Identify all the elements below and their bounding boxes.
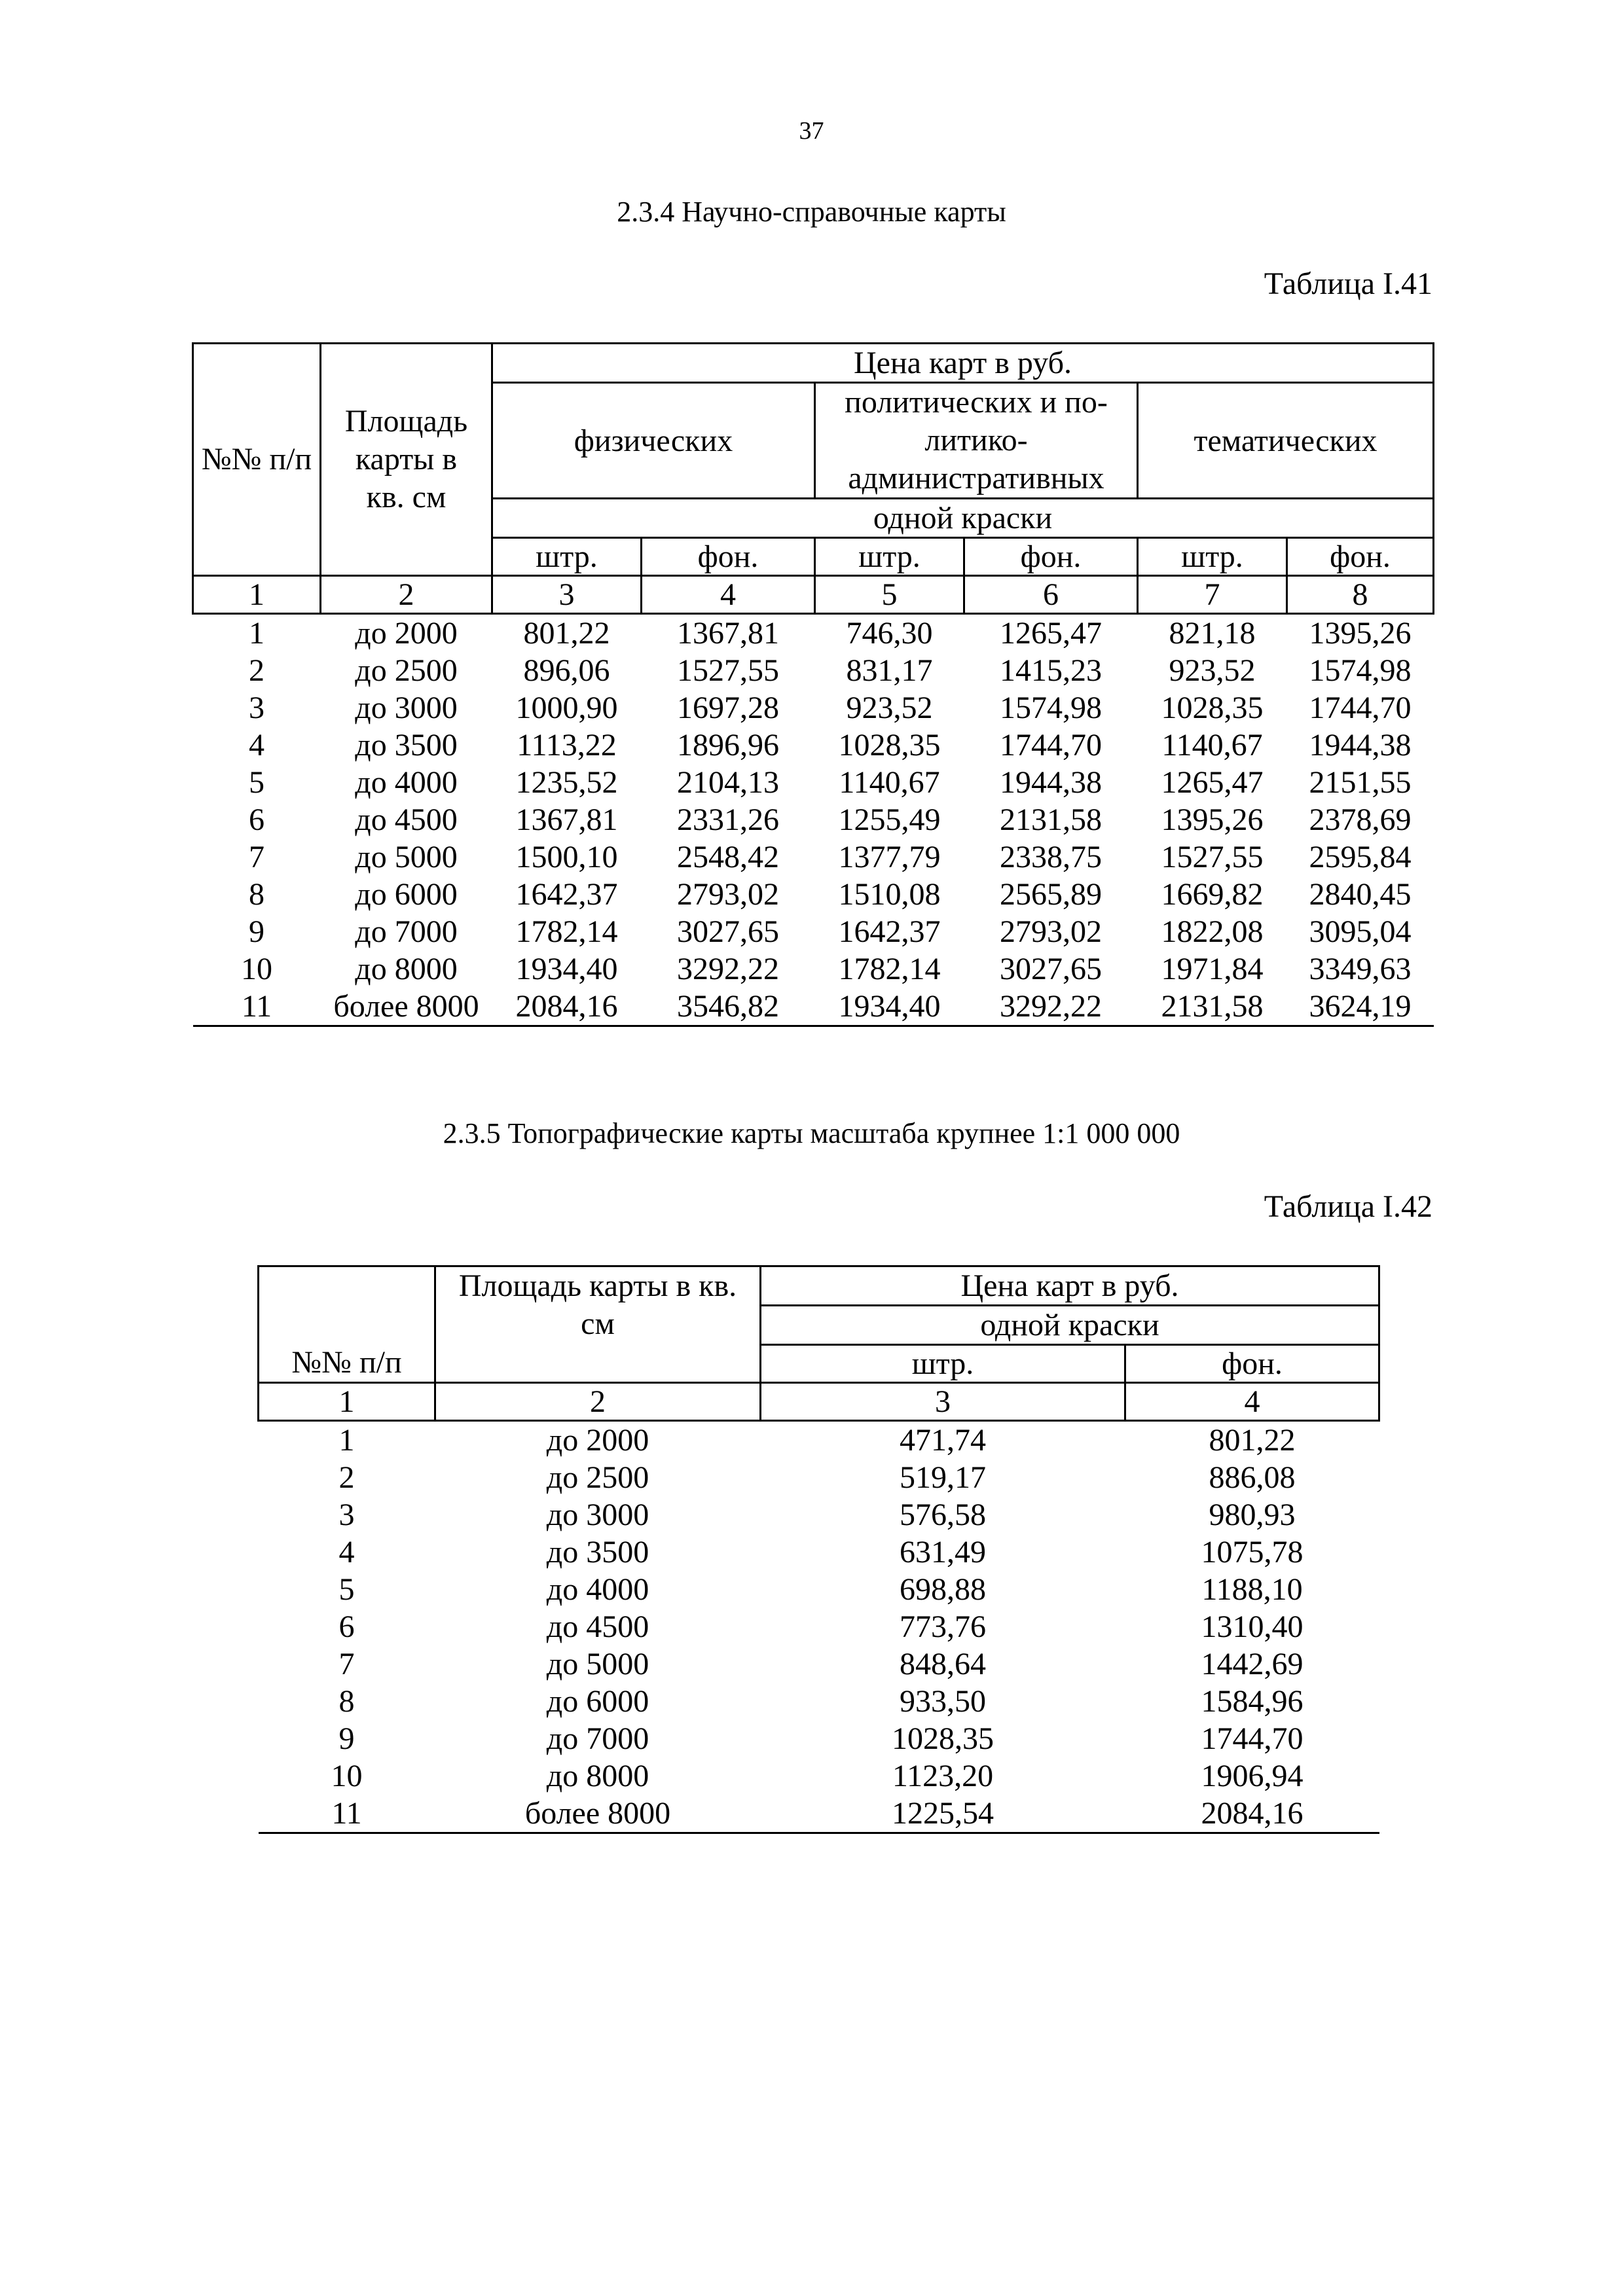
table-cell: 1028,35 (838, 728, 941, 762)
table-cell: до 6000 (355, 877, 458, 912)
table-cell: 1415,23 (1000, 653, 1102, 688)
table-cell: 1510,08 (838, 877, 941, 912)
table-row (193, 838, 1434, 876)
table-cell: 773,76 (900, 1609, 986, 1644)
table-cell: 801,22 (523, 616, 610, 651)
table-cell: более 8000 (321, 988, 492, 1026)
table-row (259, 1720, 1379, 1757)
table-cell: 1944,38 (1000, 765, 1102, 800)
table-cell: до 8000 (546, 1759, 649, 1793)
table-cell: 1123,20 (892, 1759, 994, 1793)
table-row (259, 1459, 1379, 1496)
header-shtr: штр. (1138, 538, 1287, 576)
table-row (193, 988, 1434, 1026)
table-cell: 2793,02 (677, 877, 779, 912)
table-row (259, 1571, 1379, 1608)
table-row (259, 1683, 1379, 1720)
table-cell: 5 (249, 765, 264, 800)
table-cell: 2131,58 (1000, 802, 1102, 837)
column-number: 5 (815, 576, 964, 614)
table-cell: до 4500 (546, 1609, 649, 1644)
section-heading-2-3-5: 2.3.5 Топографические карты масштаба крупнее 1:1 000 000 (443, 1117, 1180, 1149)
table-cell: 1225,54 (761, 1795, 1125, 1833)
table-cell: 631,49 (900, 1535, 986, 1570)
table-cell: 1744,70 (1000, 728, 1102, 762)
header-shtr: штр. (492, 538, 642, 576)
table-cell: 1574,98 (1000, 691, 1102, 725)
table-row (193, 876, 1434, 913)
table-cell: до 3500 (355, 728, 458, 762)
table-cell: 801,22 (1209, 1423, 1296, 1458)
table-cell: 1697,28 (677, 691, 779, 725)
header-thematic: тематических (1138, 383, 1434, 499)
table-cell: 7 (338, 1647, 355, 1681)
table-cell: 1574,98 (1309, 653, 1412, 688)
column-number: 4 (642, 576, 815, 614)
table-row (259, 1496, 1379, 1534)
table-cell: до 6000 (546, 1684, 649, 1719)
column-number: 1 (259, 1383, 435, 1421)
table-cell: 1367,81 (515, 802, 618, 837)
table-cell: 980,93 (1209, 1498, 1296, 1532)
table-label-i42: Таблица I.42 (1264, 1189, 1432, 1224)
table-cell: 831,17 (846, 653, 933, 688)
table-cell: 933,50 (900, 1684, 986, 1719)
header-col-num: №№ п/п (259, 1266, 435, 1383)
table-cell: 886,08 (1209, 1460, 1296, 1495)
table-row (259, 1534, 1379, 1571)
table-cell: 3624,19 (1287, 988, 1434, 1026)
table-cell: 1642,37 (838, 914, 941, 949)
table-cell: 1744,70 (1201, 1721, 1304, 1756)
table-label-i41: Таблица I.41 (1264, 266, 1432, 301)
column-number: 7 (1138, 576, 1287, 614)
table-cell: 2378,69 (1309, 802, 1412, 837)
table-row (193, 801, 1434, 838)
header-fon: фон. (1125, 1345, 1379, 1383)
header-shtr: штр. (761, 1345, 1125, 1383)
table-cell: 1642,37 (515, 877, 618, 912)
table-cell: 2 (338, 1460, 355, 1495)
table-cell: 3027,65 (677, 914, 779, 949)
table-cell: 1235,52 (515, 765, 618, 800)
table-cell: 1906,94 (1201, 1759, 1304, 1793)
table-cell: 3027,65 (1000, 952, 1102, 986)
table-cell: 2595,84 (1309, 840, 1412, 874)
table-i42 (257, 1265, 1380, 1834)
header-fon: фон. (964, 538, 1138, 576)
header-fon: фон. (1287, 538, 1434, 576)
table-cell: 821,18 (1169, 616, 1256, 651)
header-one-color: одной краски (492, 499, 1434, 538)
table-cell: 2131,58 (1138, 988, 1287, 1026)
table-cell: 1 (338, 1423, 355, 1458)
table-cell: до 2000 (546, 1423, 649, 1458)
table-cell: 2338,75 (1000, 840, 1102, 874)
page-number: 37 (799, 117, 824, 145)
header-political: политических и по-литико-административных (815, 383, 1138, 499)
table-cell: 1265,47 (1000, 616, 1102, 651)
table-cell: 10 (241, 952, 272, 986)
table-cell: 1140,67 (839, 765, 940, 800)
table-cell: 6 (338, 1609, 355, 1644)
table-cell: 2084,16 (1125, 1795, 1379, 1833)
table-cell: 1782,14 (838, 952, 941, 986)
table-cell: 2565,89 (1000, 877, 1102, 912)
table-cell: 1782,14 (515, 914, 618, 949)
table-cell: до 7000 (355, 914, 458, 949)
table-cell: 1822,08 (1161, 914, 1264, 949)
table-cell: 10 (331, 1759, 363, 1793)
column-number: 2 (321, 576, 492, 614)
header-col-area: Площадь карты в кв. см (435, 1266, 761, 1383)
table-cell: 3095,04 (1309, 914, 1412, 949)
table-row (193, 764, 1434, 801)
table-cell: до 4500 (355, 802, 458, 837)
header-col-area: Площадь карты в кв. см (321, 344, 492, 576)
table-cell: 923,52 (846, 691, 933, 725)
table-cell: 1113,22 (517, 728, 617, 762)
table-cell: 4 (338, 1535, 355, 1570)
table-row (259, 1795, 1379, 1833)
table-cell: 1028,35 (1161, 691, 1264, 725)
table-row (193, 652, 1434, 689)
header-price: Цена карт в руб. (492, 344, 1434, 383)
table-cell: 3 (249, 691, 264, 725)
table-cell: 1669,82 (1161, 877, 1264, 912)
table-cell: 2548,42 (677, 840, 779, 874)
column-number: 6 (964, 576, 1138, 614)
table-cell: 3 (338, 1498, 355, 1532)
column-number: 1 (193, 576, 321, 614)
table-cell: 1028,35 (892, 1721, 994, 1756)
table-cell: до 2500 (546, 1460, 649, 1495)
column-number: 2 (435, 1383, 761, 1421)
table-cell: до 4000 (355, 765, 458, 800)
table-row (259, 1757, 1379, 1795)
table-cell: до 3000 (546, 1498, 649, 1532)
section-heading-2-3-4: 2.3.4 Научно-справочные карты (617, 196, 1006, 228)
table-row (259, 1608, 1379, 1645)
table-cell: 3292,22 (677, 952, 779, 986)
table-cell: 9 (249, 914, 264, 949)
header-col-num: №№ п/п (193, 344, 321, 576)
table-cell: 4 (249, 728, 264, 762)
table-cell: до 5000 (546, 1647, 649, 1681)
table-cell: 1395,26 (1161, 802, 1264, 837)
table-cell: до 8000 (355, 952, 458, 986)
table-cell: 2840,45 (1309, 877, 1412, 912)
header-price: Цена карт в руб. (761, 1266, 1379, 1306)
table-cell: 3546,82 (642, 988, 815, 1026)
table-cell: 1367,81 (677, 616, 779, 651)
table-cell: 1971,84 (1161, 952, 1264, 986)
header-shtr: штр. (815, 538, 964, 576)
table-cell: 1 (249, 616, 264, 651)
table-cell: 746,30 (846, 616, 933, 651)
table-cell: до 2000 (355, 616, 458, 651)
column-number: 4 (1125, 1383, 1379, 1421)
table-cell: 1377,79 (838, 840, 941, 874)
table-cell: 2331,26 (677, 802, 779, 837)
table-cell: до 3500 (546, 1535, 649, 1570)
table-cell: более 8000 (435, 1795, 761, 1833)
table-cell: 11 (259, 1795, 435, 1833)
table-cell: 1934,40 (515, 952, 618, 986)
table-cell: 576,58 (900, 1498, 986, 1532)
table-cell: 3292,22 (964, 988, 1138, 1026)
table-cell: 2151,55 (1309, 765, 1412, 800)
header-fon: фон. (642, 538, 815, 576)
table-cell: 11 (193, 988, 321, 1026)
table-cell: до 3000 (355, 691, 458, 725)
table-cell: 1188,10 (1201, 1572, 1303, 1607)
table-cell: 471,74 (900, 1423, 986, 1458)
header-physical: физических (492, 383, 815, 499)
table-cell: 1527,55 (1161, 840, 1264, 874)
table-cell: 1140,67 (1161, 728, 1263, 762)
table-cell: 3349,63 (1309, 952, 1412, 986)
table-cell: 1500,10 (515, 840, 618, 874)
table-cell: 848,64 (900, 1647, 986, 1681)
table-cell: 923,52 (1169, 653, 1256, 688)
table-row (193, 614, 1434, 653)
table-cell: 2104,13 (677, 765, 779, 800)
table-cell: до 5000 (355, 840, 458, 874)
table-cell: до 2500 (355, 653, 458, 688)
table-cell: до 4000 (546, 1572, 649, 1607)
column-number: 3 (761, 1383, 1125, 1421)
table-cell: 2084,16 (492, 988, 642, 1026)
header-one-color: одной краски (761, 1306, 1379, 1345)
table-cell: 7 (249, 840, 264, 874)
table-cell: 1255,49 (838, 802, 941, 837)
table-cell: 9 (338, 1721, 355, 1756)
table-cell: 2793,02 (1000, 914, 1102, 949)
column-number: 3 (492, 576, 642, 614)
column-number: 8 (1287, 576, 1434, 614)
table-cell: 1896,96 (677, 728, 779, 762)
table-cell: 1744,70 (1309, 691, 1412, 725)
table-cell: 5 (338, 1572, 355, 1607)
table-cell: 1395,26 (1309, 616, 1412, 651)
table-cell: 1934,40 (815, 988, 964, 1026)
table-cell: 1265,47 (1161, 765, 1264, 800)
table-cell: 519,17 (900, 1460, 986, 1495)
table-cell: 1584,96 (1201, 1684, 1304, 1719)
table-row (259, 1645, 1379, 1683)
table-row (193, 950, 1434, 988)
table-cell: 6 (249, 802, 264, 837)
table-row (193, 913, 1434, 950)
table-row (193, 726, 1434, 764)
table-cell: 896,06 (523, 653, 610, 688)
table-cell: 8 (249, 877, 264, 912)
table-cell: до 7000 (546, 1721, 649, 1756)
table-cell: 1310,40 (1201, 1609, 1304, 1644)
table-cell: 2 (249, 653, 264, 688)
table-cell: 1442,69 (1201, 1647, 1304, 1681)
table-row (193, 689, 1434, 726)
table-cell: 1527,55 (677, 653, 779, 688)
table-cell: 698,88 (900, 1572, 986, 1607)
table-i41 (192, 342, 1434, 1027)
table-cell: 1944,38 (1309, 728, 1412, 762)
table-cell: 1000,90 (515, 691, 618, 725)
table-cell: 8 (338, 1684, 355, 1719)
table-cell: 1075,78 (1201, 1535, 1304, 1570)
table-row (259, 1421, 1379, 1460)
